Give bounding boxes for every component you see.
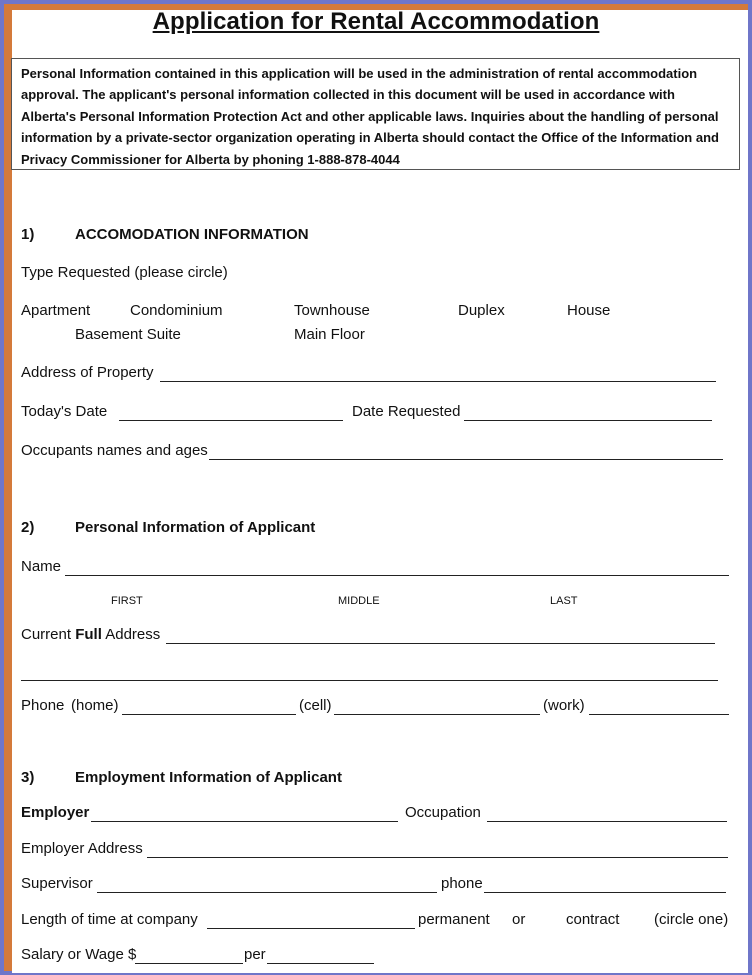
todays-date-field[interactable] — [119, 420, 343, 421]
occupants-field[interactable] — [209, 459, 723, 460]
length-of-time-label: Length of time at company — [21, 911, 198, 928]
phone-work-label: (work) — [543, 697, 585, 714]
form-title: Application for Rental Accommodation — [152, 8, 600, 35]
section3-heading: Employment Information of Applicant — [75, 769, 342, 786]
address-of-property-label: Address of Property — [21, 364, 154, 381]
current-address-field[interactable] — [166, 643, 715, 644]
full-word: Full — [75, 626, 102, 643]
type-option-house[interactable]: House — [567, 302, 611, 319]
supervisor-phone-label: phone — [441, 875, 483, 892]
address-word: Address — [105, 626, 161, 643]
type-option-condominium[interactable]: Condominium — [130, 302, 223, 319]
phone-cell-field[interactable] — [334, 714, 540, 715]
phone-home-field[interactable] — [122, 714, 296, 715]
employer-label: Employer — [21, 804, 90, 821]
per-label: per — [244, 946, 266, 963]
address-of-property-field[interactable] — [160, 381, 716, 382]
type-requested-label: Type Requested (please circle) — [21, 264, 228, 281]
section1-number: 1) — [21, 226, 35, 243]
type-option-main-floor[interactable]: Main Floor — [294, 326, 365, 343]
type-option-townhouse[interactable]: Townhouse — [294, 302, 370, 319]
name-field[interactable] — [65, 575, 729, 576]
section2-number: 2) — [21, 519, 35, 536]
current-address-field-line2[interactable] — [21, 680, 718, 681]
todays-date-label: Today's Date — [21, 403, 108, 420]
phone-work-field[interactable] — [589, 714, 729, 715]
length-of-time-field[interactable] — [207, 928, 415, 929]
occupation-field[interactable] — [487, 821, 727, 822]
phone-label: Phone — [21, 697, 65, 714]
permanent-option[interactable]: permanent — [418, 911, 490, 928]
privacy-notice: Personal Information contained in this application will be used in the administration of rental accommodation approval. The applicant's personal information collected in this document will be used in accordance with Alberta's Personal Information Protection Act and other applicable laws. Inquiries about the handling of personal information by a private-sector organization operating in Alberta should contact the Office of the Information and Privacy Commissioner for Alberta by phoning 1-888-878-4044 — [11, 58, 740, 170]
name-middle-caption: MIDDLE — [338, 595, 380, 607]
supervisor-label: Supervisor — [21, 875, 93, 892]
current-full-address-label — [21, 626, 160, 643]
current-word: Current — [21, 626, 72, 643]
occupants-label: Occupants names and ages — [21, 442, 208, 459]
employer-address-label: Employer Address — [21, 840, 143, 857]
section2-heading: Personal Information of Applicant — [75, 519, 316, 536]
name-last-caption: LAST — [550, 595, 578, 607]
occupation-label: Occupation — [405, 804, 481, 821]
type-option-duplex[interactable]: Duplex — [458, 302, 505, 319]
salary-amount-field[interactable] — [135, 963, 243, 964]
section3-number: 3) — [21, 769, 35, 786]
supervisor-field[interactable] — [97, 892, 437, 893]
type-option-apartment[interactable]: Apartment — [21, 302, 91, 319]
date-requested-label: Date Requested — [352, 403, 461, 420]
phone-cell-label: (cell) — [299, 697, 332, 714]
type-option-basement-suite[interactable]: Basement Suite — [75, 326, 181, 343]
salary-label: Salary or Wage $ — [21, 946, 137, 963]
contract-option[interactable]: contract — [566, 911, 620, 928]
date-requested-field[interactable] — [464, 420, 712, 421]
or-text: or — [512, 911, 526, 928]
circle-one-note: (circle one) — [654, 911, 729, 928]
supervisor-phone-field[interactable] — [484, 892, 726, 893]
phone-home-label: (home) — [71, 697, 119, 714]
name-label: Name — [21, 558, 62, 575]
employer-address-field[interactable] — [147, 857, 728, 858]
section1-heading: ACCOMODATION INFORMATION — [75, 226, 309, 243]
salary-period-field[interactable] — [267, 963, 374, 964]
name-first-caption: FIRST — [111, 595, 143, 607]
employer-field[interactable] — [91, 821, 398, 822]
